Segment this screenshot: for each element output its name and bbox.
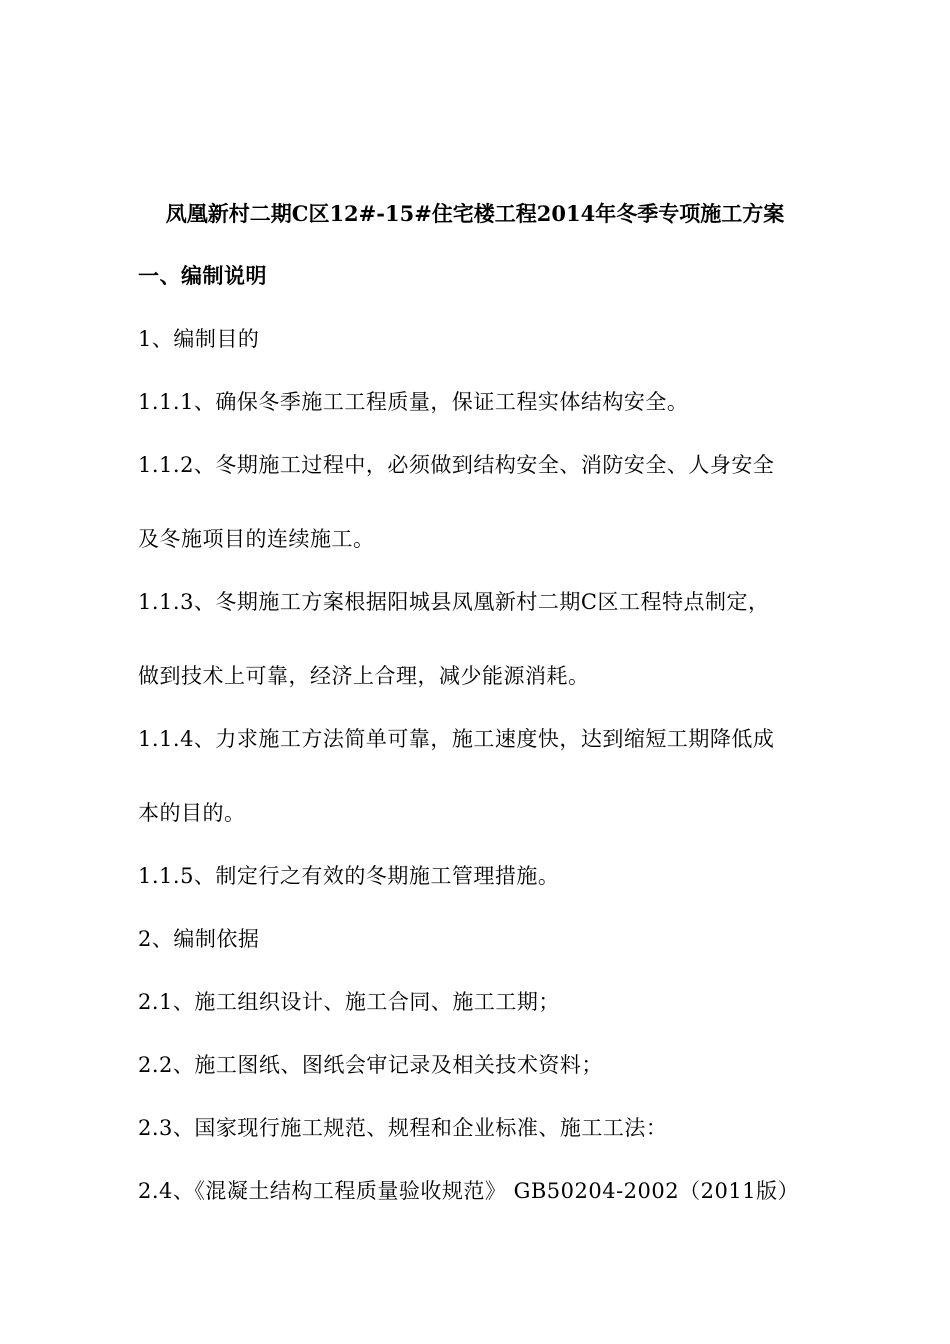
subsection-heading-1: 1、编制目的 <box>138 327 260 351</box>
paragraph-2-1: 2.1、施工组织设计、施工合同、施工工期； <box>138 990 560 1014</box>
paragraph-1-1-1: 1.1.1、确保冬季施工工程质量，保证工程实体结构安全。 <box>138 390 689 414</box>
paragraph-1-1-4-line2: 本的目的。 <box>138 801 246 825</box>
paragraph-1-1-2-line1: 1.1.2、冬期施工过程中，必须做到结构安全、消防安全、人身安全 <box>138 453 775 477</box>
paragraph-1-1-3-line1: 1.1.3、冬期施工方案根据阳城县凤凰新村二期C区工程特点制定， <box>138 590 770 614</box>
paragraph-1-1-4-line1: 1.1.4、力求施工方法简单可靠，施工速度快，达到缩短工期降低成 <box>138 727 775 751</box>
section-heading-1: 一、编制说明 <box>138 263 267 288</box>
subsection-heading-2: 2、编制依据 <box>138 927 260 951</box>
paragraph-2-4: 2.4、《混凝土结构工程质量验收规范》 GB50204-2002（2011版） <box>138 1179 800 1203</box>
paragraph-1-1-3-line2: 做到技术上可靠，经济上合理，减少能源消耗。 <box>138 664 590 688</box>
paragraph-1-1-2-line2: 及冬施项目的连续施工。 <box>138 527 375 551</box>
paragraph-2-2: 2.2、施工图纸、图纸会审记录及相关技术资料； <box>138 1053 603 1077</box>
document-title: 凤凰新村二期C区12#-15#住宅楼工程2014年冬季专项施工方案 <box>165 201 785 226</box>
paragraph-1-1-5: 1.1.5、制定行之有效的冬期施工管理措施。 <box>138 864 560 888</box>
paragraph-2-3: 2.3、国家现行施工规范、规程和企业标准、施工工法： <box>138 1116 668 1140</box>
